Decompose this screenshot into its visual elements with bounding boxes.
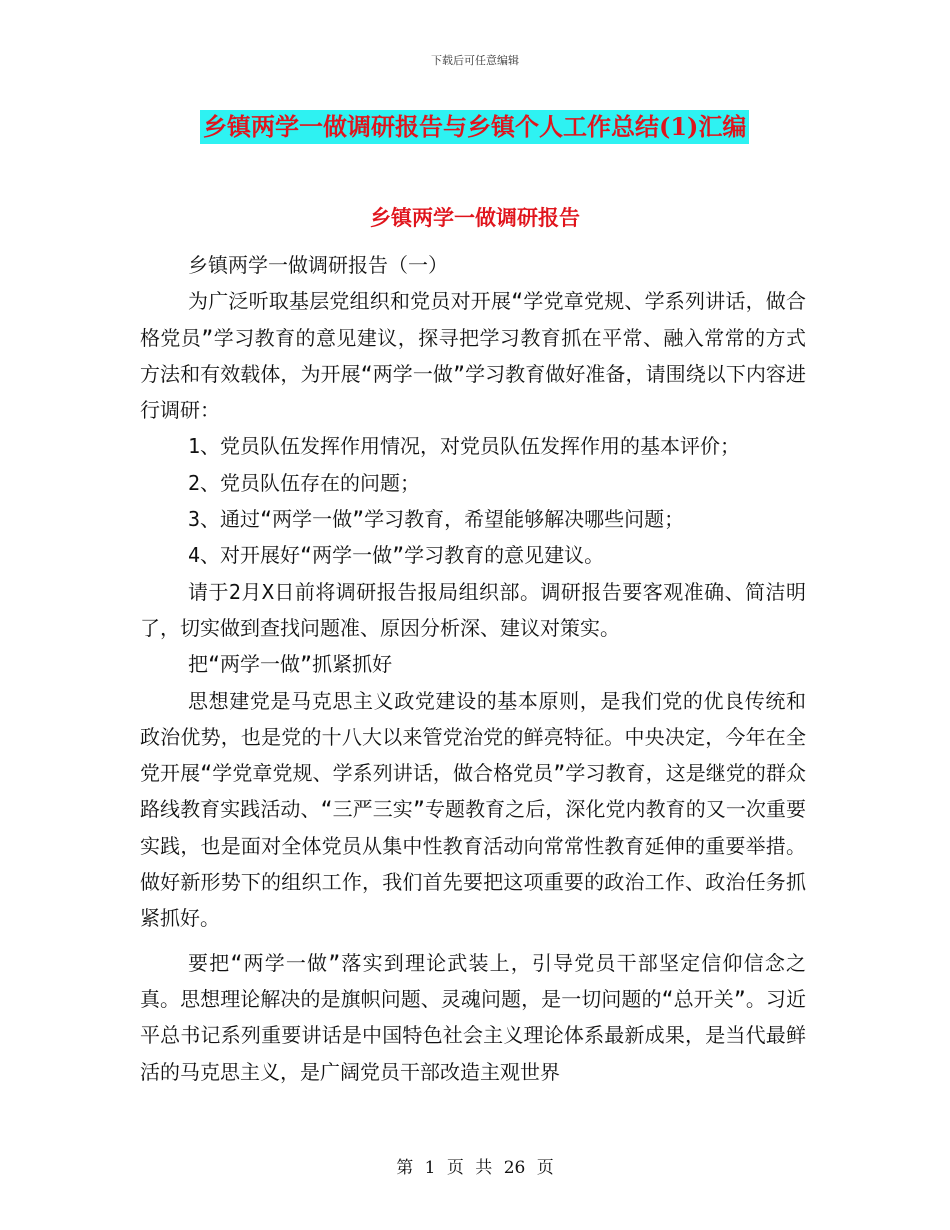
paragraph: 请于2月X日前将调研报告报局组织部。调研报告要客观准确、简洁明了，切实做到查找问题准、原因分析深、建议对策实。: [140, 579, 806, 640]
paragraph: 2、党员队伍存在的问题；: [188, 470, 421, 495]
paragraph: 3、通过“两学一做”学习教育，希望能够解决哪些问题；: [188, 507, 685, 532]
paragraph: 4、对开展好“两学一做”学习教育的意见建议。: [188, 543, 605, 568]
paragraph: 要把“两学一做”落实到理论武装上，引导党员干部坚定信仰信念之真。思想理论解决的是旗帜问题、灵魂问题，是一切问题的“总开关”。习近平总书记系列重要讲话是中国特色社会主义理论体系最新成果，是当代最鲜活的马克思主义，是广阔党员干部改造主观世界: [140, 950, 806, 1084]
document-main-title: 乡镇两学一做调研报告与乡镇个人工作总结(1)汇编: [200, 110, 749, 144]
paragraph: 思想建党是马克思主义政党建设的基本原则，是我们党的优良传统和政治优势，也是党的十八大以来管党治党的鲜亮特征。中央决定，今年在全党开展“学党章党规、学系列讲话，做合格党员”学习教育，这是继党的群众路线教育实践活动、“三严三实”专题教育之后，深化党内教育的又一次重要实践，也是面对全体党员从集中性教育活动向常常性教育延伸的重要举措。做好新形势下的组织工作，我们首先要把这项重要的政治工作、政治任务抓紧抓好。: [140, 688, 806, 931]
paragraph: 把“两学一做”抓紧抓好: [188, 652, 393, 677]
paragraph: 1、党员队伍发挥作用情况，对党员队伍发挥作用的基本评价；: [188, 434, 741, 459]
paragraph: 乡镇两学一做调研报告（一）: [188, 253, 448, 277]
page-number-footer: 第 1 页 共 26 页: [396, 1158, 554, 1178]
paragraph: 为广泛听取基层党组织和党员对开展“学党章党规、学系列讲话，做合格党员”学习教育的意见建议，探寻把学习教育抓在平常、融入常常的方式方法和有效载体，为开展“两学一做”学习教育做好准备，请围绕以下内容进行调研：: [140, 289, 806, 423]
document-body: [140, 247, 806, 1090]
section-title: 乡镇两学一做调研报告: [370, 205, 580, 230]
page-header-note: 下载后可任意编辑: [431, 54, 519, 67]
